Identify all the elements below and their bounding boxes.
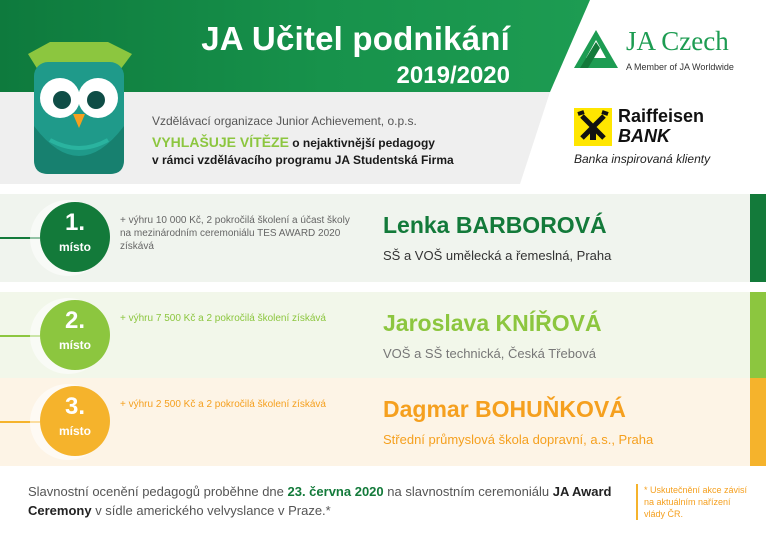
winner-row-1 (0, 194, 766, 282)
winner-school: VOŠ a SŠ technická, Česká Třebová (383, 346, 596, 361)
winner-row-band (0, 194, 750, 282)
ja-czech-mark-icon (572, 28, 620, 70)
footer-text (28, 482, 628, 520)
page-title: JA Učitel podnikání (201, 20, 510, 57)
raiffeisen-name: Raiffeisen (618, 106, 705, 126)
announcement-rest-2: v rámci vzdělávacího programu JA Studentská Firma (152, 153, 454, 167)
raiffeisen-bank: BANK (618, 126, 670, 146)
footnote-divider (636, 484, 638, 520)
footer-text-2: na slavnostním ceremoniálu (383, 484, 553, 499)
announcement-highlight: VYHLAŠUJE VÍTĚZE (152, 134, 289, 150)
winner-name: Jaroslava KNÍŘOVÁ (383, 310, 602, 336)
rank-number: 1. (64, 209, 85, 236)
rank-badge (40, 386, 110, 456)
winner-row-edge (750, 194, 766, 282)
raiffeisen-tagline: Banka inspirovaná klienty (574, 152, 711, 166)
winner-row-2 (0, 292, 766, 380)
winner-row-edge (750, 378, 766, 466)
rank-place-label: místo (58, 338, 91, 352)
winner-school: SŠ a VOŠ umělecká a řemeslná, Praha (383, 248, 612, 263)
winner-name: Dagmar BOHUŇKOVÁ (383, 396, 626, 422)
ceremony-date: 23. června 2020 (287, 484, 384, 499)
rank-badge (40, 202, 110, 272)
rank-badge (40, 300, 110, 370)
winner-row-band (0, 378, 750, 466)
prize-text: + výhru 2 500 Kč a 2 pokročilá školení získává (120, 399, 326, 410)
prize-text: + výhru 10 000 Kč, 2 pokročilá školení a účast školy na mezinárodním ceremoniálu TES AWARD 2020 získává (120, 215, 350, 252)
raiffeisen-logo (574, 106, 754, 170)
ja-czech-tagline: A Member of JA Worldwide (626, 62, 734, 72)
winner-row-edge (750, 292, 766, 380)
rank-place-label: místo (58, 240, 91, 254)
announcement (152, 134, 522, 169)
rank-number: 3. (64, 393, 85, 420)
rank-place-label: místo (58, 424, 91, 438)
ceremony-name: JA Award Ceremony (28, 484, 612, 518)
ja-czech-logo (572, 26, 752, 78)
winner-name: Lenka BARBOROVÁ (383, 212, 607, 238)
organization-line: Vzdělávací organizace Junior Achievement, o.p.s. (152, 114, 417, 128)
winner-school: Střední průmyslová škola dopravní, a.s., Praha (383, 432, 654, 447)
raiffeisen-cross-icon (574, 108, 612, 146)
winner-row-band (0, 292, 750, 380)
footer-text-3: v sídle amerického velvyslance v Praze.* (91, 503, 331, 518)
prize-text: + výhru 7 500 Kč a 2 pokročilá školení získává (120, 313, 326, 324)
year-label: 2019/2020 (396, 62, 510, 89)
winner-row-3 (0, 378, 766, 466)
announcement-rest-1: o nejaktivnější pedagogy (288, 136, 435, 150)
footnote: * Uskutečnění akce závisí na aktuálním nařízení vlády ČR. (644, 485, 748, 519)
rank-number: 2. (64, 307, 85, 334)
footer-text-1: Slavnostní ocenění pedagogů proběhne dne (28, 484, 288, 499)
owl-mascot-icon (20, 36, 138, 178)
ja-czech-name: JA Czech (626, 26, 729, 56)
